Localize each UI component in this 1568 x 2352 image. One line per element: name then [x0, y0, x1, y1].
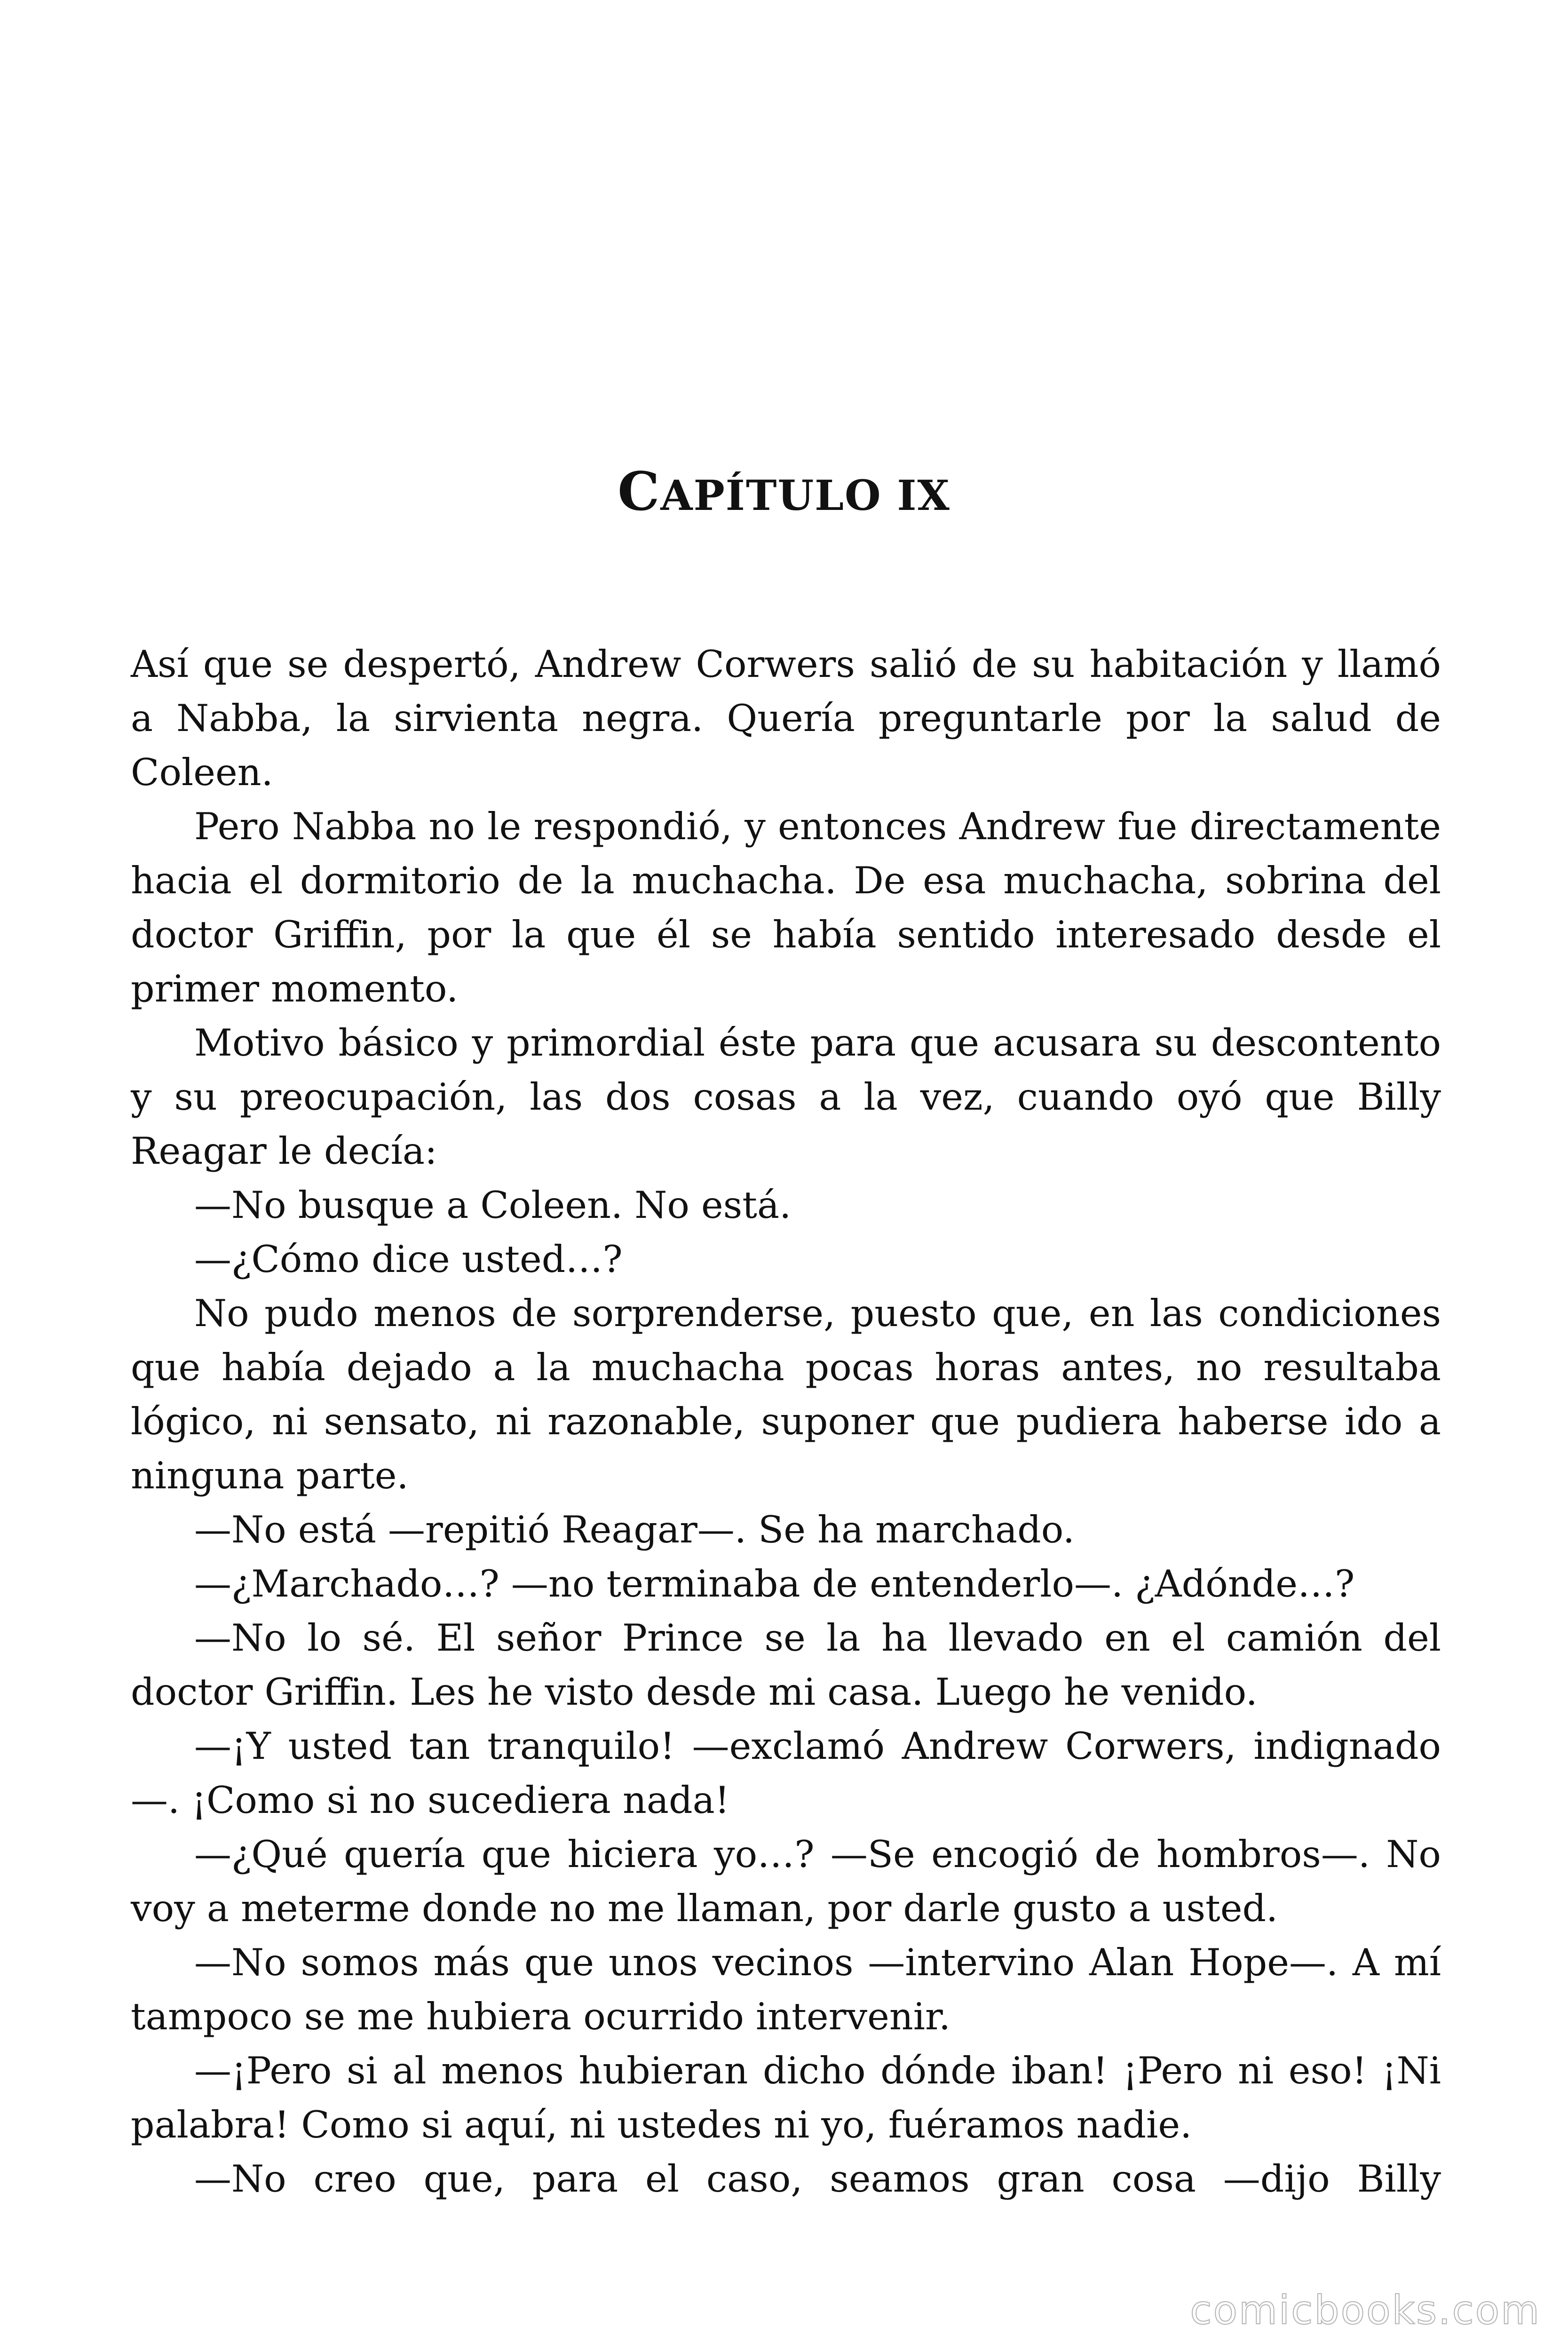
dialogue-line: —¡Pero si al menos hubieran dicho dónde iban! ¡Pero ni eso! ¡Ni palabra! Como si aquí, ni ustedes ni yo, fuéramos nadie. — [131, 2049, 1441, 2146]
paragraph: No pudo menos de sorprenderse, puesto que, en las condiciones que había dejado a la muchacha pocas horas antes, no resultaba lógico, ni sensato, ni razonable, suponer que pudiera haberse ido a ninguna parte. — [131, 1292, 1441, 1497]
dialogue-line: —¿Marchado…? —no terminaba de entenderlo—. ¿Adónde…? — [194, 1562, 1355, 1605]
chapter-title — [0, 461, 1568, 523]
dialogue-line: —¡Y usted tan tranquilo! —exclamó Andrew Corwers, indignado —. ¡Como si no sucediera nada! — [131, 1724, 1441, 1822]
dialogue-line: —No somos más que unos vecinos —intervino Alan Hope—. A mí tampoco se me hubiera ocurrido intervenir. — [131, 1941, 1441, 2038]
chapter-title-rest: APÍTULO IX — [660, 471, 950, 520]
dialogue-line: —No busque a Coleen. No está. — [194, 1184, 792, 1227]
watermark: comicbooks.com — [1190, 2287, 1541, 2333]
paragraph: Pero Nabba no le respondió, y entonces Andrew fue directamente hacia el dormitorio de la muchacha. De esa muchacha, sobrina del doctor Griffin, por la que él se había sentido interesado desde el primer momento. — [131, 805, 1441, 1010]
paragraph: Así que se despertó, Andrew Corwers salió de su habitación y llamó a Nabba, la sirvienta negra. Quería preguntarle por la salud de Coleen. — [131, 643, 1441, 794]
chapter-title-initial: C — [618, 461, 661, 523]
dialogue-line: —¿Cómo dice usted…? — [194, 1238, 623, 1281]
chapter-body — [131, 637, 1441, 2206]
dialogue-line: —No está —repitió Reagar—. Se ha marchado. — [194, 1508, 1075, 1551]
dialogue-line: —¿Qué quería que hiciera yo…? —Se encogió de hombros—. No voy a meterme donde no me llaman, por darle gusto a usted. — [131, 1833, 1441, 1930]
dialogue-line: —No lo sé. El señor Prince se la ha llevado en el camión del doctor Griffin. Les he visto desde mi casa. Luego he venido. — [131, 1616, 1441, 1714]
dialogue-line: —No creo que, para el caso, seamos gran cosa —dijo Billy — [194, 2157, 1441, 2201]
paragraph: Motivo básico y primordial éste para que acusara su descontento y su preocupación, las dos cosas a la vez, cuando oyó que Billy Reagar le decía: — [131, 1021, 1441, 1173]
